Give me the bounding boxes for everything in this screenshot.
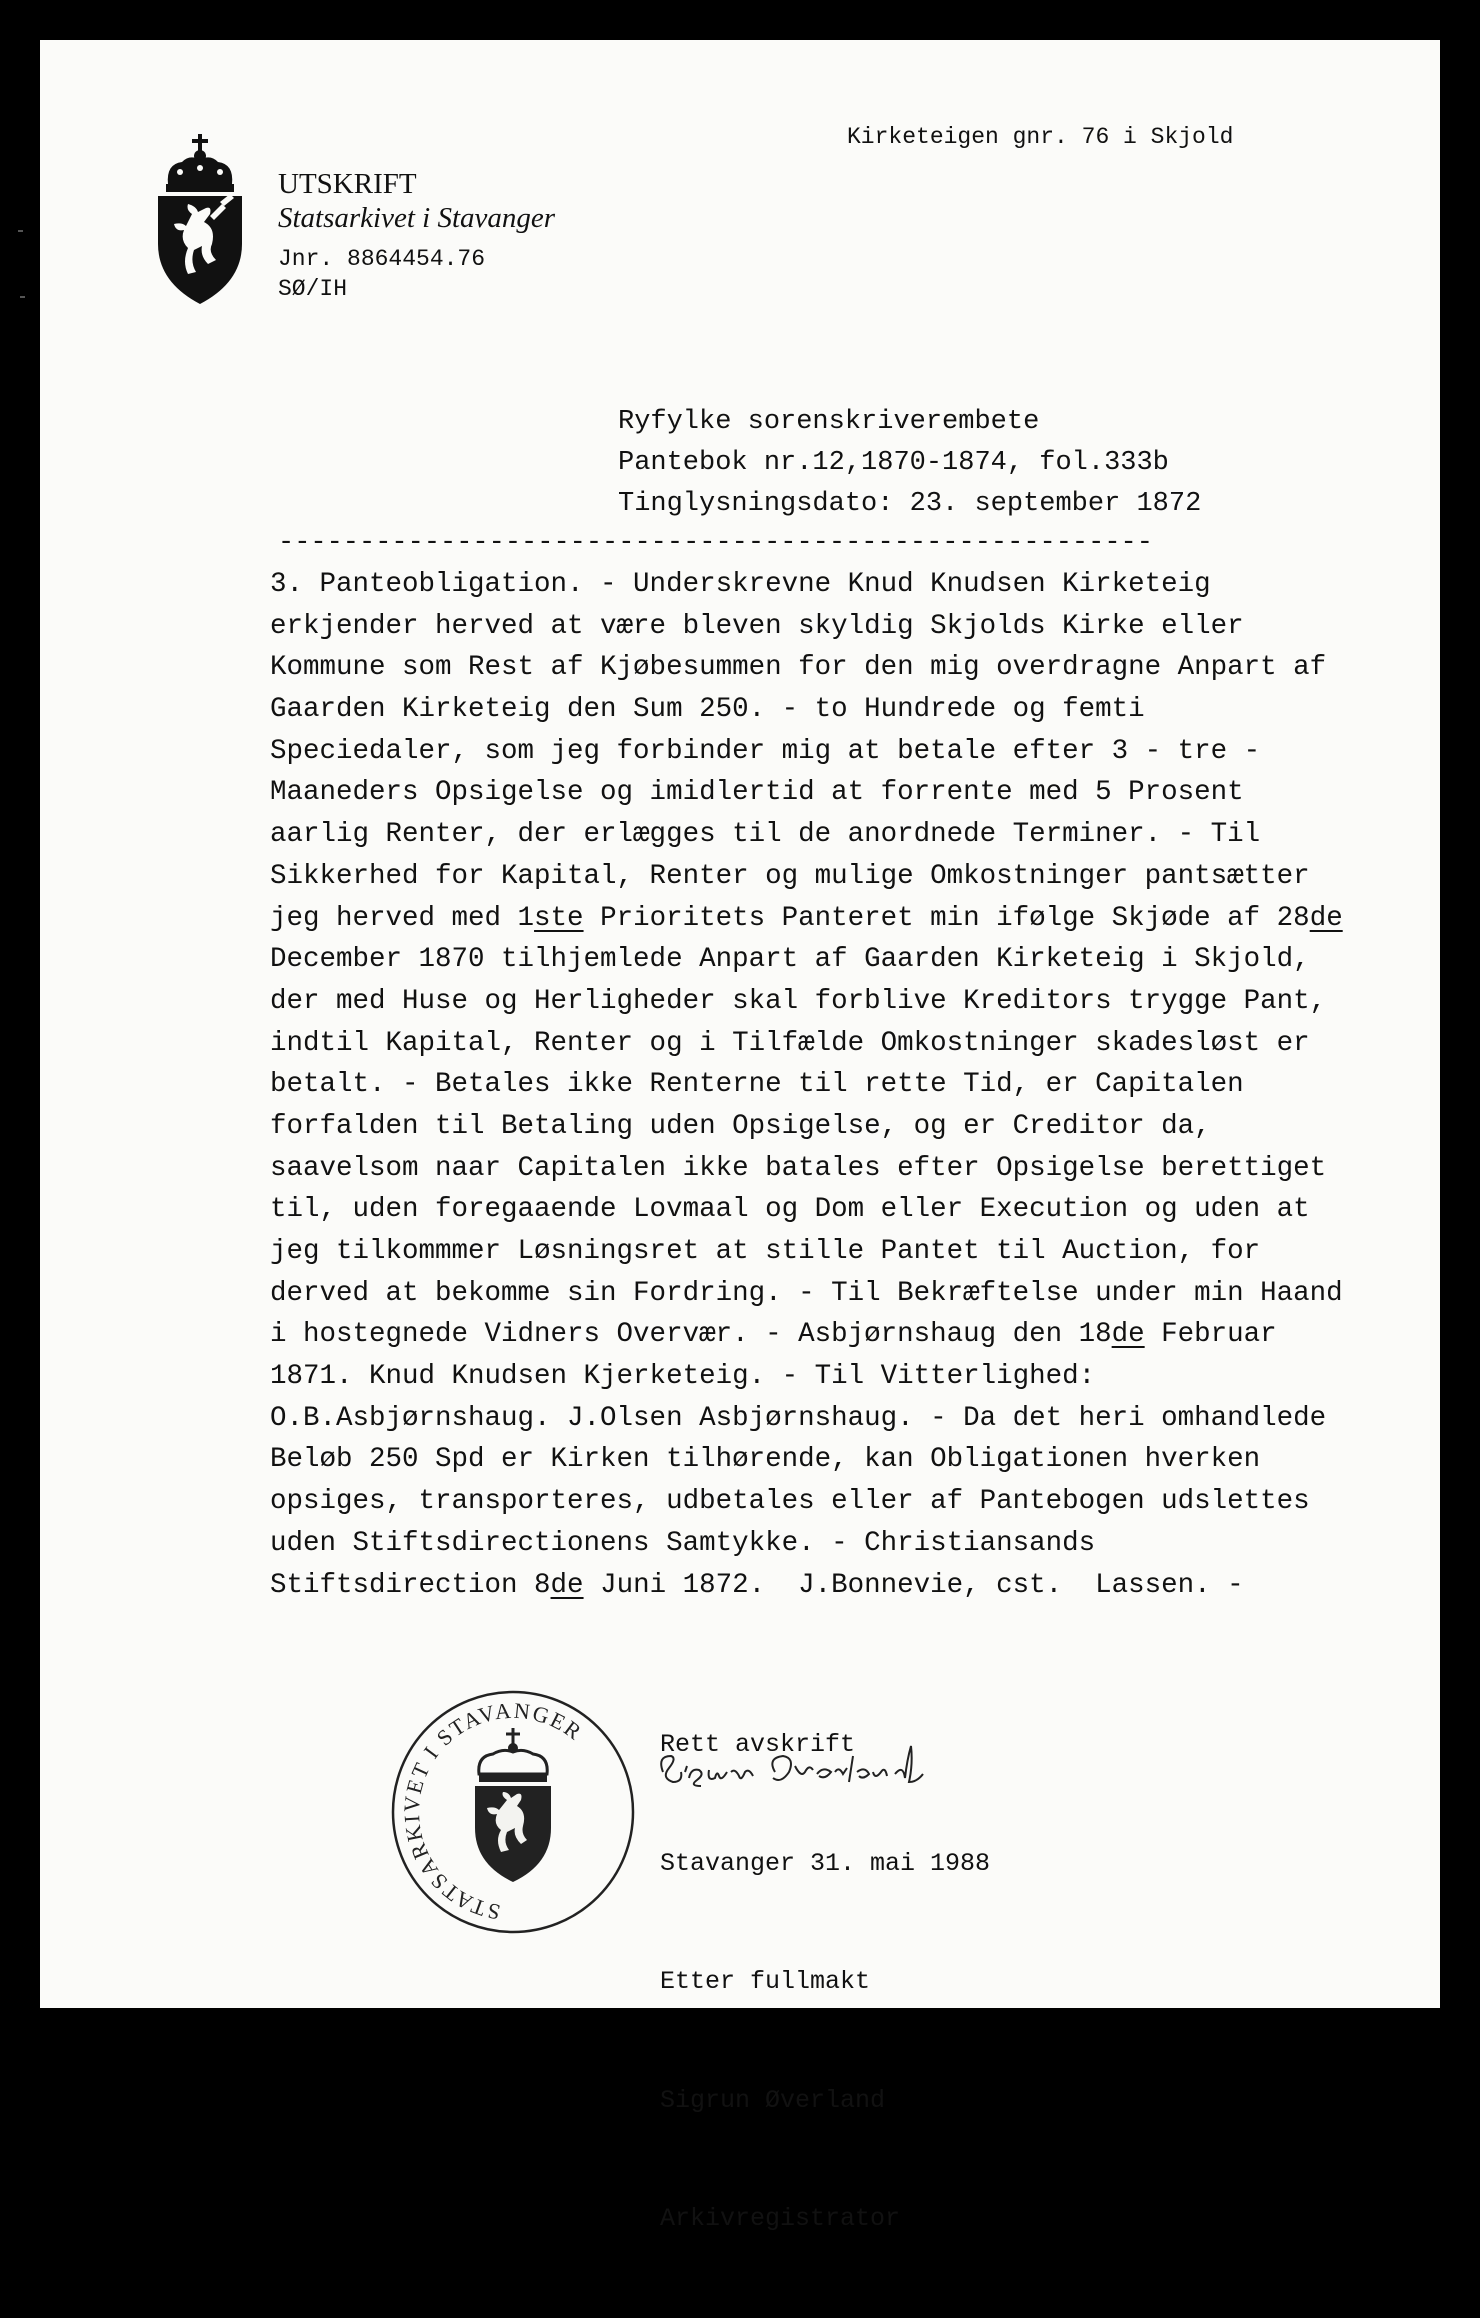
body-text-segment: 3. Panteobligation. - Underskrevne Knud Knudsen Kirketeig — [270, 569, 1211, 600]
underlined-abbreviation: de — [550, 1569, 584, 1601]
source-reference — [618, 402, 1201, 525]
underlined-abbreviation: de — [1309, 902, 1343, 934]
body-line — [270, 1106, 1343, 1148]
certification-place-date: Stavanger 31. mai 1988 — [660, 1848, 991, 1878]
body-line — [270, 1314, 1343, 1356]
body-line — [270, 1231, 1343, 1273]
body-line — [270, 1148, 1343, 1190]
archive-seal-icon — [383, 1688, 643, 1936]
certification-name: Sigrun Øverland — [660, 2085, 886, 2115]
body-text-segment: Beløb 250 Spd er Kirken tilhørende, kan Obligationen hverken — [270, 1444, 1261, 1476]
body-line — [270, 981, 1343, 1023]
body-line — [270, 564, 1343, 606]
journal-number — [278, 244, 485, 304]
body-text-segment: Kommune som Rest af Kjøbesummen for den mig overdragne Anpart af — [270, 652, 1327, 684]
coat-of-arms-icon — [150, 132, 250, 307]
source-office: Ryfylke sorenskriverembete — [618, 407, 1040, 437]
document-page — [40, 40, 1440, 2233]
body-text-segment: derved at bekomme sin Fordring. - Til Bekræftelse under min Haand — [270, 1277, 1343, 1309]
body-line — [270, 1439, 1343, 1481]
body-line — [270, 1398, 1343, 1440]
body-text-segment: Maaneders Opsigelse og imidlertid at forrente med 5 Prosent — [270, 777, 1244, 809]
body-line — [270, 1565, 1343, 1607]
body-line — [270, 1481, 1343, 1523]
body-text-segment: Stiftsdirection 8 — [270, 1569, 551, 1601]
body-line — [270, 647, 1343, 689]
body-line — [270, 1189, 1343, 1231]
body-line — [270, 1273, 1343, 1315]
body-line — [270, 731, 1343, 773]
seal-legend: STATSARKIVET I STAVANGER — [398, 1697, 588, 1926]
margin-mark — [20, 296, 25, 298]
transcription-body — [270, 564, 1343, 1606]
underlined-abbreviation: de — [1111, 1319, 1145, 1351]
body-line — [270, 898, 1343, 940]
source-date: Tinglysningsdato: 23. september 1872 — [618, 489, 1202, 519]
body-text-segment: Gaarden Kirketeig den Sum 250. - to Hundrede og femti — [270, 694, 1145, 726]
body-text-segment: betalt. - Betales ikke Renterne til rette Tid, er Capitalen — [270, 1069, 1244, 1101]
margin-mark — [18, 230, 23, 232]
body-text-segment: Sikkerhed for Kapital, Renter og mulige Omkostninger pantsætter — [270, 860, 1310, 892]
source-book: Pantebok nr.12,1870-1874, fol.333b — [618, 448, 1169, 478]
handwritten-signature — [655, 1742, 945, 1792]
body-line — [270, 1023, 1343, 1065]
journal-number-value: Jnr. 8864454.76 — [278, 246, 486, 272]
body-text-segment: Prioritets Panteret min ifølge Skjøde af 28 — [583, 902, 1310, 934]
body-text-segment: Speciedaler, som jeg forbinder mig at betale efter 3 - tre - — [270, 735, 1261, 767]
body-text-segment: i hostegnede Vidners Overvær. - Asbjørnshaug den 18 — [270, 1319, 1112, 1351]
body-text-segment: opsiges, transporteres, udbetales eller af Pantebogen udslettes — [270, 1486, 1310, 1518]
document-title: UTSKRIFT — [278, 168, 417, 200]
certification-line-1: Rett avskrift — [660, 1730, 856, 1759]
certification-authority: Etter fullmakt — [660, 1967, 871, 1996]
body-text-segment: 1871. Knud Knudsen Kjerketeig. - Til Vitterlighed: — [270, 1361, 1096, 1393]
body-text-segment: December 1870 tilhjemlede Anpart af Gaarden Kirketeig i Skjold, — [270, 944, 1310, 976]
body-line — [270, 814, 1343, 856]
archive-name: Statsarkivet i Stavanger — [278, 202, 556, 234]
body-text-segment: aarlig Renter, der erlægges til de anordnede Terminer. - Til — [270, 819, 1261, 851]
body-text-segment: Juni 1872. J.Bonnevie, cst. Lassen. - — [583, 1569, 1244, 1601]
body-text-segment: uden Stiftsdirectionens Samtykke. - Christiansands — [270, 1527, 1096, 1559]
body-text-segment: der med Huse og Herligheder skal forblive Kreditors trygge Pant, — [270, 985, 1327, 1017]
body-text-segment: saavelsom naar Capitalen ikke batales efter Opsigelse berettiget — [270, 1152, 1327, 1184]
body-line — [270, 856, 1343, 898]
certification-title: Arkivregistrator — [660, 2204, 901, 2233]
body-text-segment: erkjender herved at være bleven skyldig Skjolds Kirke eller — [270, 610, 1244, 642]
body-text-segment: jeg herved med 1 — [270, 902, 535, 934]
body-line — [270, 689, 1343, 731]
body-text-segment: forfalden til Betaling uden Opsigelse, og er Creditor da, — [270, 1110, 1211, 1142]
body-line — [270, 1356, 1343, 1398]
body-text-segment: indtil Kapital, Renter og i Tilfælde Omkostninger skadesløst er — [270, 1027, 1310, 1059]
body-line — [270, 1523, 1343, 1565]
divider-line: ------------------------------------------------------ — [278, 528, 1153, 558]
initials: SØ/IH — [278, 276, 348, 302]
body-line — [270, 939, 1343, 981]
body-text-segment: til, uden foregaaende Lovmaal og Dom eller Execution og uden at — [270, 1194, 1310, 1226]
underlined-abbreviation: ste — [534, 902, 584, 934]
body-text-segment: Februar — [1144, 1319, 1277, 1351]
body-line — [270, 1064, 1343, 1106]
body-text-segment: jeg tilkommmer Løsningsret at stille Pantet til Auction, for — [270, 1236, 1261, 1267]
body-line — [270, 606, 1343, 648]
body-line — [270, 772, 1343, 814]
property-reference: Kirketeigen gnr. 76 i Skjold — [847, 124, 1234, 150]
body-text-segment: O.B.Asbjørnshaug. J.Olsen Asbjørnshaug. - Da det heri omhandlede — [270, 1402, 1327, 1434]
